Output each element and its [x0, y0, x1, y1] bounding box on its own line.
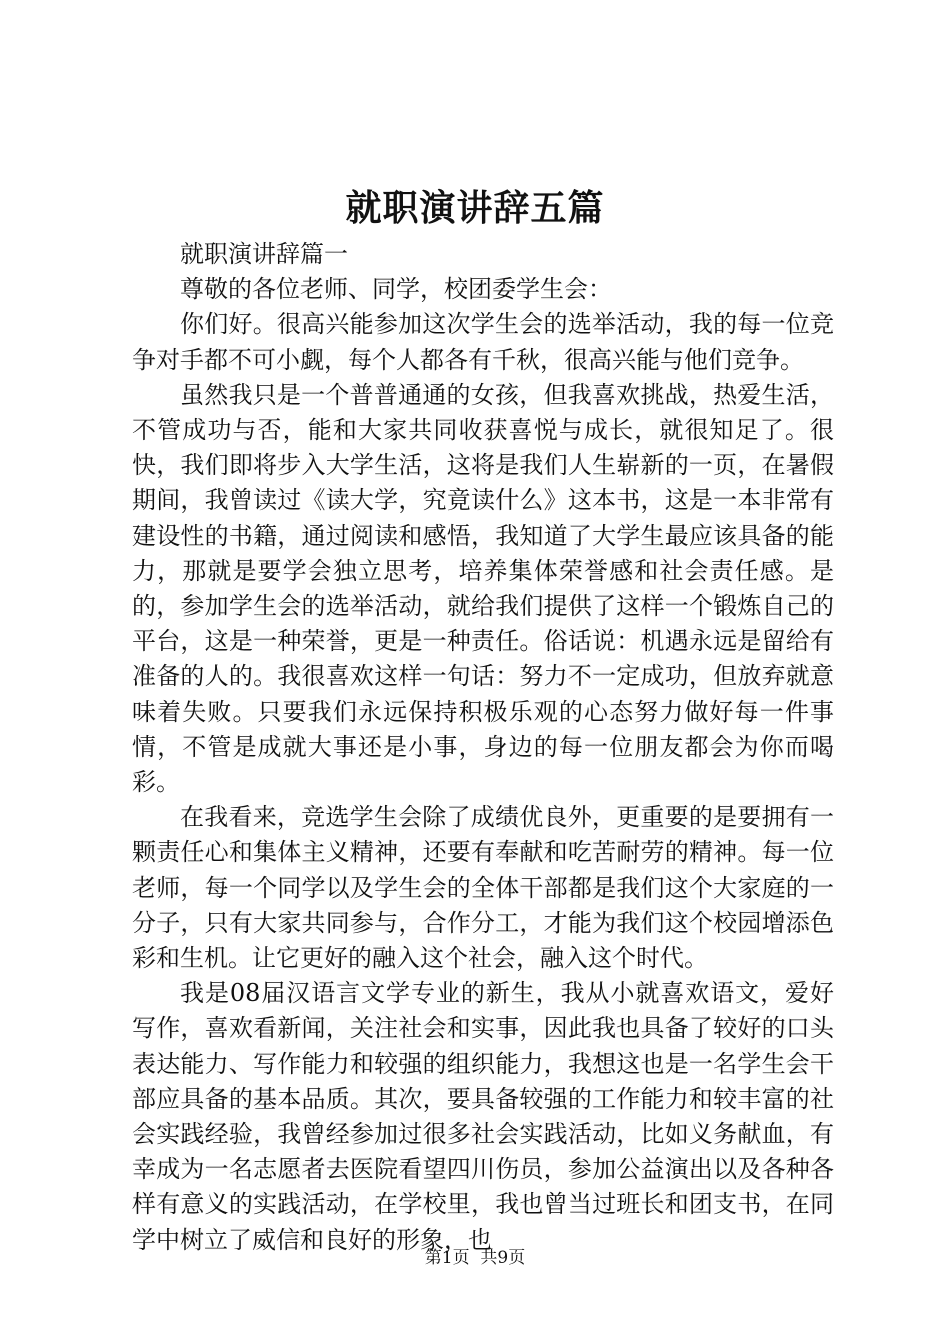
paragraph: 我是08届汉语言文学专业的新生，我从小就喜欢语文，爱好写作，喜欢看新闻，关注社会和实事，因此我也具备了较好的口头表达能力、写作能力和较强的组织能力，我想这也是一名学生会干部应具备的基本品质。其次，要具备较强的工作能力和较丰富的社会实践经验，我曾经参加过很多社会实践活动，比如义务献血，有幸成为一名志愿者去医院看望四川伤员，参加公益演出以及各种各样有意义的实践活动，在学校里，我也曾当过班长和团支书，在同学中树立了威信和良好的形象，也 — [132, 979, 834, 1254]
salutation: 尊敬的各位老师、同学，校团委学生会： — [180, 275, 612, 304]
document-body — [132, 237, 834, 1258]
document-title: 就职演讲辞五篇 — [345, 187, 605, 229]
section-heading: 就职演讲辞篇一 — [180, 240, 348, 268]
page-number: 第1页 — [424, 1248, 470, 1268]
paragraph: 在我看来，竞选学生会除了成绩优良外，更重要的是要拥有一颗责任心和集体主义精神，还要有奉献和吃苦耐劳的精神。每一位老师，每一个同学以及学生会的全体干部都是我们这个大家庭的一分子，只有大家共同参与，合作分工，才能为我们这个校园增添色彩和生机。让它更好的融入这个社会，融入这个时代。 — [132, 803, 834, 973]
paragraph: 你们好。很高兴能参加这次学生会的选举活动，我的每一位竞争对手都不可小觑，每个人都各有千秋，很高兴能与他们竞争。 — [132, 310, 834, 374]
page-footer — [0, 1246, 950, 1270]
page-total: 共9页 — [480, 1248, 526, 1268]
paragraph: 虽然我只是一个普普通通的女孩，但我喜欢挑战，热爱生活，不管成功与否，能和大家共同收获喜悦与成长，就很知足了。很快，我们即将步入大学生活，这将是我们人生崭新的一页，在暑假期间，我曾读过《读大学，究竟读什么》这本书，这是一本非常有建设性的书籍，通过阅读和感悟，我知道了大学生最应该具备的能力，那就是要学会独立思考，培养集体荣誉感和社会责任感。是的，参加学生会的选举活动，就给我们提供了这样一个锻炼自己的平台，这是一种荣誉，更是一种责任。俗话说：机遇永远是留给有准备的人的。我很喜欢这样一句话：努力不一定成功，但放弃就意味着失败。只要我们永远保持积极乐观的心态努力做好每一件事情，不管是成就大事还是小事，身边的每一位朋友都会为你而喝彩。 — [132, 380, 834, 797]
